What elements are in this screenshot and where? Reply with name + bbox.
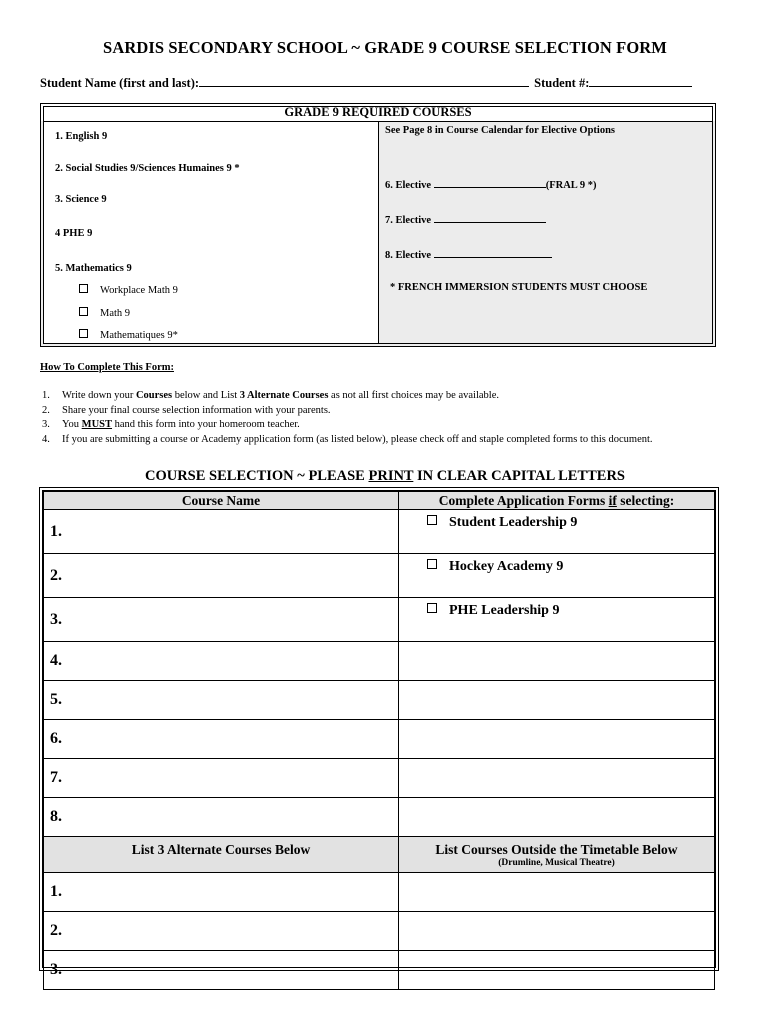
elective-options-panel bbox=[379, 121, 712, 344]
course-row[interactable]: 6. bbox=[44, 720, 399, 759]
student-number-label: Student #: bbox=[534, 76, 590, 90]
math-option-label: Mathematiques 9* bbox=[100, 330, 178, 341]
empty-cell bbox=[399, 642, 715, 681]
instruction-step: 2. Share your final course selection information with your parents. bbox=[42, 404, 331, 416]
outside-timetable-cell[interactable] bbox=[399, 912, 715, 951]
math-option-label: Math 9 bbox=[100, 308, 131, 319]
checkbox-icon[interactable] bbox=[79, 329, 88, 338]
course-row[interactable]: 8. bbox=[44, 798, 399, 837]
checkbox-icon[interactable] bbox=[427, 603, 437, 613]
empty-cell bbox=[399, 798, 715, 837]
application-hockey-academy[interactable]: Hockey Academy 9 bbox=[399, 554, 715, 598]
course-row[interactable]: 1. bbox=[44, 510, 399, 554]
required-courses-box bbox=[40, 103, 716, 347]
alternate-row[interactable]: 2. bbox=[44, 912, 399, 951]
instructions-list bbox=[42, 389, 732, 447]
elective-7-label: 7. Elective bbox=[385, 215, 432, 226]
alternate-row[interactable]: 3. bbox=[44, 951, 399, 990]
application-phe-leadership[interactable]: PHE Leadership 9 bbox=[399, 598, 715, 642]
required-phe: 4 PHE 9 bbox=[55, 228, 93, 239]
elective-note: See Page 8 in Course Calendar for Elective Options bbox=[385, 125, 616, 136]
checkbox-icon[interactable] bbox=[427, 559, 437, 569]
instruction-step: 3. You MUST hand this form into your homeroom teacher. bbox=[42, 419, 300, 430]
checkbox-icon[interactable] bbox=[79, 307, 88, 316]
outside-timetable-cell[interactable] bbox=[399, 873, 715, 912]
alternate-courses-heading: List 3 Alternate Courses Below bbox=[44, 837, 399, 873]
elective-8-field[interactable] bbox=[434, 247, 552, 258]
course-selection-table bbox=[43, 491, 715, 990]
checkbox-icon[interactable] bbox=[427, 515, 437, 525]
elective-6 bbox=[385, 177, 596, 191]
required-math: 5. Mathematics 9 bbox=[55, 263, 132, 274]
immersion-note: * FRENCH IMMERSION STUDENTS MUST CHOOSE bbox=[390, 282, 648, 293]
empty-cell bbox=[399, 681, 715, 720]
instruction-step: 4. If you are submitting a course or Academy application form (as listed below), please check off and staple completed forms to this document. bbox=[42, 433, 653, 445]
course-row[interactable]: 3. bbox=[44, 598, 399, 642]
outside-timetable-subtitle: (Drumline, Musical Theatre) bbox=[498, 858, 615, 868]
outside-timetable-cell[interactable] bbox=[399, 951, 715, 990]
student-info-line bbox=[40, 74, 730, 91]
math-option-workplace[interactable] bbox=[79, 284, 178, 296]
course-row[interactable]: 5. bbox=[44, 681, 399, 720]
application-student-leadership[interactable]: Student Leadership 9 bbox=[399, 510, 715, 554]
elective-7-field[interactable] bbox=[434, 212, 546, 223]
required-courses-heading: GRADE 9 REQUIRED COURSES bbox=[41, 104, 715, 121]
course-row[interactable]: 7. bbox=[44, 759, 399, 798]
page-title: SARDIS SECONDARY SCHOOL ~ GRADE 9 COURSE SELECTION FORM bbox=[103, 38, 667, 57]
alternate-row[interactable]: 1. bbox=[44, 873, 399, 912]
student-name-label: Student Name (first and last): bbox=[40, 76, 200, 90]
math-option-math9[interactable] bbox=[79, 307, 130, 319]
elective-7 bbox=[385, 212, 546, 226]
math-option-mathematiques[interactable] bbox=[79, 329, 178, 341]
empty-cell bbox=[399, 720, 715, 759]
col-course-name: Course Name bbox=[44, 492, 399, 510]
howto-title: How To Complete This Form: bbox=[40, 362, 174, 373]
required-social-studies: 2. Social Studies 9/Sciences Humaines 9 * bbox=[55, 163, 240, 174]
elective-8 bbox=[385, 247, 552, 261]
elective-6-suffix: (FRAL 9 *) bbox=[545, 180, 597, 191]
outside-timetable-heading: List Courses Outside the Timetable Below (Drumline, Musical Theatre) bbox=[399, 837, 715, 873]
course-selection-title: COURSE SELECTION ~ PLEASE PRINT IN CLEAR CAPITAL LETTERS bbox=[144, 468, 625, 484]
course-selection-table-frame bbox=[39, 487, 719, 978]
math-option-label: Workplace Math 9 bbox=[100, 285, 178, 296]
required-courses-list bbox=[44, 121, 379, 344]
elective-6-label: 6. Elective bbox=[385, 180, 432, 191]
checkbox-icon[interactable] bbox=[79, 284, 88, 293]
course-row[interactable]: 2. bbox=[44, 554, 399, 598]
required-english: 1. English 9 bbox=[55, 131, 108, 142]
student-name-field[interactable] bbox=[199, 74, 529, 87]
col-application-forms: Complete Application Forms if selecting: bbox=[399, 492, 715, 510]
instruction-step: 1. Write down your Courses below and List 3 Alternate Courses as not all first choices may be available. bbox=[42, 390, 499, 401]
student-number-field[interactable] bbox=[589, 74, 692, 87]
empty-cell bbox=[399, 759, 715, 798]
elective-6-field[interactable] bbox=[434, 177, 546, 188]
course-row[interactable]: 4. bbox=[44, 642, 399, 681]
elective-8-label: 8. Elective bbox=[385, 250, 432, 261]
required-science: 3. Science 9 bbox=[55, 194, 107, 205]
